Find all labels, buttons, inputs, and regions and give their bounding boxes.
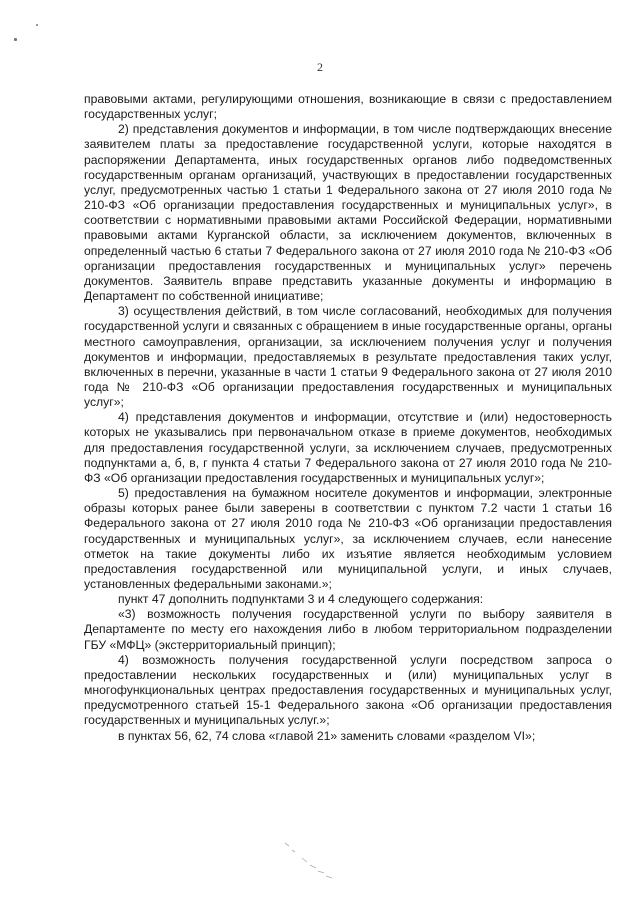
scan-smudge	[280, 838, 340, 888]
paragraph-item-5: 5) предоставления на бумажном носителе документов и информации, электронные образы которых ранее были заверены в соответствии с пунктом 7.2 части 1 статьи 16 Федерального закона от 27 июля 2010 года № 210-ФЗ «Об организации предоставления государственных и муниципальных услуг», за исключением случаев, если нанесение отметок на такие документы либо их изъятие является необходимым условием предоставления государственной или муниципальной услуги, и иных случаев, установленных федеральными законами.»;	[84, 486, 612, 591]
paragraph-item-2: 2) представления документов и информации, в том числе подтверждающих внесение заявителем платы за предоставление государственной услуги, которые находятся в распоряжении Департамента, иных государственных органов либо подведомственных государственным органам организаций, участвующих в предоставлении государственных услуг, предусмотренных частью 1 статьи 1 Федерального закона от 27 июля 2010 года № 210-ФЗ «Об организации предоставления государственных и муниципальных услуг», в соответствии с нормативными правовыми актами Российской Федерации, нормативными правовыми актами Курганской области, за исключением документов, включенных в определенный частью 6 статьи 7 Федерального закона от 27 июля 2010 года № 210-ФЗ «Об организации предоставления государственных и муниципальных услуг» перечень документов. Заявитель вправе представить указанные документы и информацию в Департамент по собственной инициативе;	[84, 122, 612, 304]
paragraph-subitem-4: 4) возможность получения государственной услуги посредством запроса о предоставлении нескольких государственных и (или) муниципальных услуг в многофункциональных центрах предоставления государственных и муниципальных услуг, предусмотренного статьей 15-1 Федерального закона «Об организации предоставления государственных и муниципальных услуг.»;	[84, 652, 612, 728]
document-body	[84, 92, 612, 744]
paragraph-continuation: правовыми актами, регулирующими отношения, возникающие в связи с предоставлением государственных услуг;	[84, 92, 612, 122]
page-number: 2	[317, 60, 323, 74]
paragraph-item-3: 3) осуществления действий, в том числе согласований, необходимых для получения государственной услуги и связанных с обращением в иные государственные органы, органы местного самоуправления, организации, за исключением получения услуг и получения документов и информации, предоставляемых в результате предоставления таких услуг, включенных в перечни, указанные в части 1 статьи 9 Федерального закона от 27 июля 2010 года № 210-ФЗ «Об организации предоставления государственных и муниципальных услуг»;	[84, 304, 612, 410]
paragraph-amendment-56-62-74: в пунктах 56, 62, 74 слова «главой 21» заменить словами «разделом VI»;	[118, 728, 536, 743]
paragraph-item-4: 4) представления документов и информации, отсутствие и (или) недостоверность которых не указывались при первоначальном отказе в приеме документов, необходимых для предоставления государственной услуги, за исключением случаев, предусмотренных подпунктами а, б, в, г пункта 4 статьи 7 Федерального закона от 27 июля 2010 года № 210-ФЗ «Об организации предоставления государственных и муниципальных услуг»;	[84, 410, 612, 485]
scan-speck	[36, 24, 38, 26]
paragraph-amendment-47: пункт 47 дополнить подпунктами 3 и 4 следующего содержания:	[118, 592, 484, 607]
paragraph-subitem-3: «3) возможность получения государственной услуги по выбору заявителя в Департаменте по месту его нахождения либо в любом территориальном подразделении ГБУ «МФЦ» (экстерриториальный принцип);	[84, 607, 612, 652]
scan-speck	[14, 38, 17, 41]
